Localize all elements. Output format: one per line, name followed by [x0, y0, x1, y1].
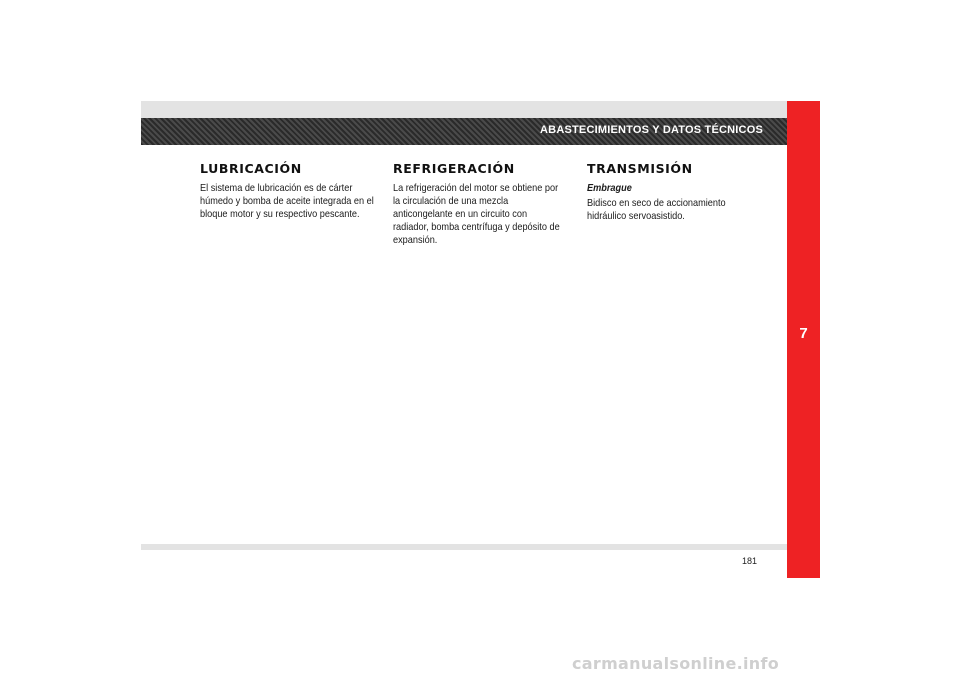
watermark: carmanualsonline.info — [572, 654, 780, 673]
header-title: ABASTECIMIENTOS Y DATOS TÉCNICOS — [540, 124, 763, 136]
section-lubricacion — [200, 161, 395, 221]
section-body: La refrigeración del motor se obtiene por la circulación de una mezcla anticongelante en un circuito con radiador, bomba centrífuga y depósito de expansión. — [393, 183, 560, 246]
top-band — [141, 101, 787, 118]
section-transmision — [587, 161, 777, 223]
bottom-band — [141, 544, 787, 550]
chapter-tab — [787, 101, 820, 578]
chapter-number: 7 — [799, 325, 808, 342]
page-number: 181 — [742, 556, 758, 566]
section-body: El sistema de lubricación es de cárter húmedo y bomba de aceite integrada en el bloque motor y su respectivo pescante. — [200, 183, 374, 220]
section-subtitle: Embrague — [587, 183, 632, 194]
section-refrigeracion — [393, 161, 583, 247]
section-body: Bidisco en seco de accionamiento hidráulico servoasistido. — [587, 198, 726, 222]
section-title: REFRIGERACIÓN — [393, 161, 515, 176]
section-title: TRANSMISIÓN — [587, 161, 693, 176]
header-bar — [141, 118, 787, 145]
section-title: LUBRICACIÓN — [200, 161, 302, 176]
